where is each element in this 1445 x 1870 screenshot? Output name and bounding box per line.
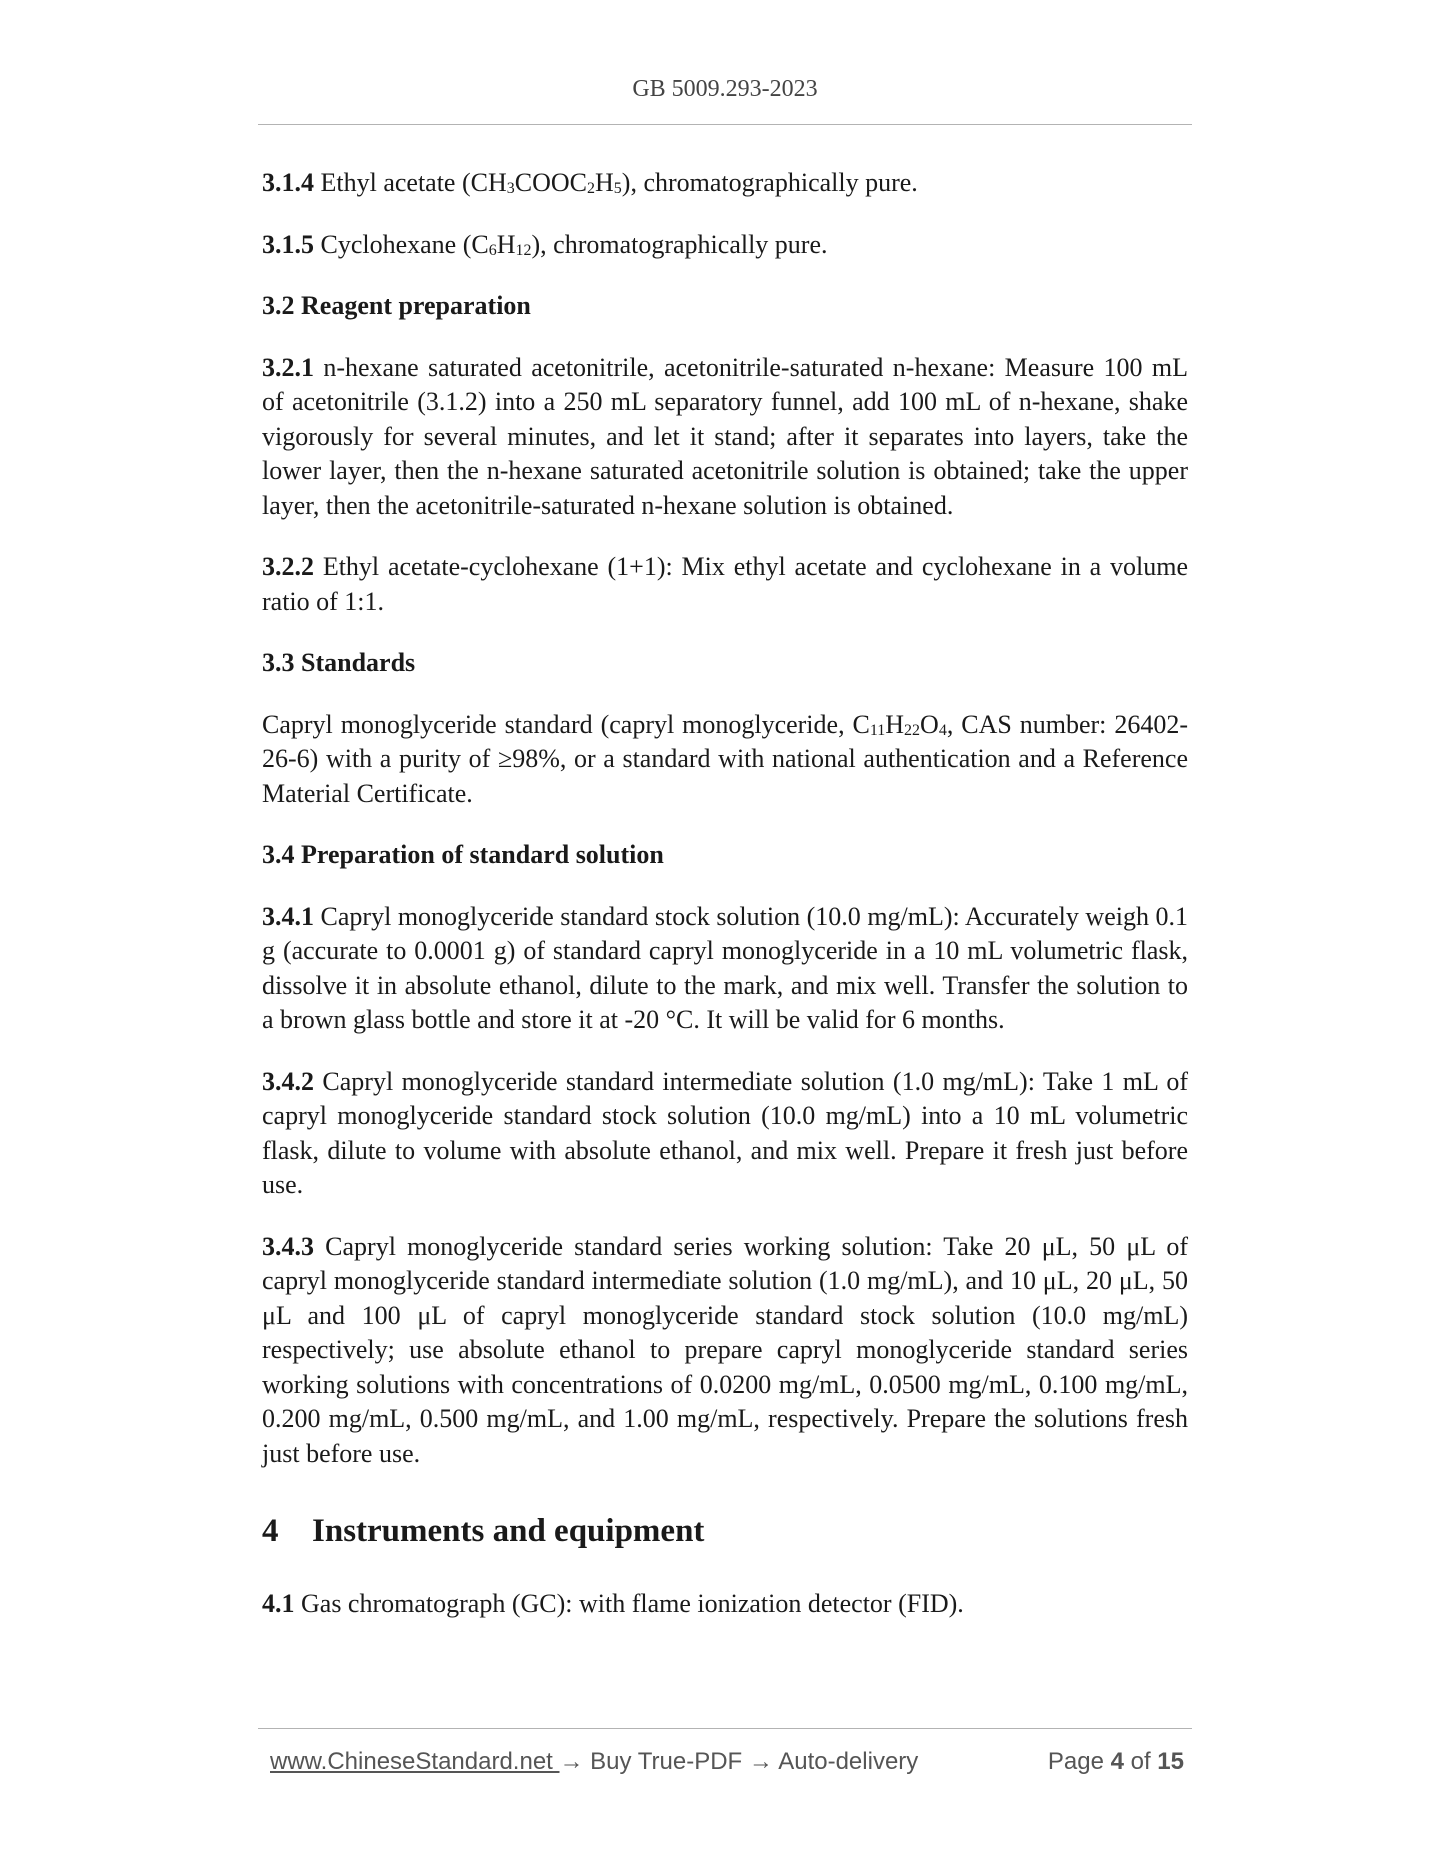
clause-text: Gas chromatograph (GC): with flame ionization detector (FID). (294, 1589, 964, 1618)
clause-text: Capryl monoglyceride standard (capryl monoglyceride, C (262, 709, 870, 739)
clause-text: Ethyl acetate-cyclohexane (1+1): Mix ethyl acetate and cyclohexane in a volume ratio of 1:1. (262, 552, 1188, 616)
clause-number: 3.4.2 (262, 1066, 314, 1096)
heading-number: 4 (262, 1513, 279, 1549)
subscript: 12 (515, 241, 532, 259)
clause-3-1-5 (262, 228, 1188, 263)
clause-text: H (496, 229, 516, 259)
footer-divider (258, 1728, 1192, 1729)
clause-number: 3.4.1 (262, 901, 314, 931)
clause-text: Ethyl acetate (CH (314, 168, 507, 197)
arrow-right-icon: → (748, 1748, 773, 1775)
clause-3-4-1 (262, 900, 1188, 1038)
website-link[interactable]: www.ChineseStandard.net (270, 1748, 560, 1775)
page-header: GB 5009.293-2023 (632, 76, 818, 102)
page-number: 4 (1110, 1748, 1124, 1775)
heading-title: Instruments and equipment (312, 1513, 705, 1549)
clause-text: n-hexane saturated acetonitrile, acetonitrile-saturated n-hexane: Measure 100 mL of acetonitrile (3.1.2) into a 250 mL separatory funnel, add 100 mL of n-hexane, shake vigorously for several minutes, and let it stand; after it separates into layers, take the lower layer, then the n-hexane saturated acetonitrile solution is obtained; take the upper layer, then the acetonitrile-saturated n-hexane solution is obtained. (262, 352, 1188, 520)
subscript: 5 (613, 180, 622, 197)
clause-text: ), chromatographically pure. (621, 168, 918, 197)
header-divider (258, 124, 1192, 125)
clause-number: 3.4.3 (262, 1231, 314, 1261)
subscript: 3 (506, 180, 515, 197)
subscript: 22 (904, 721, 921, 739)
clause-text: H (885, 709, 905, 739)
clause-number: 4.1 (262, 1589, 295, 1618)
clause-text: Capryl monoglyceride standard intermediate solution (1.0 mg/mL): Take 1 mL of capryl monoglyceride standard stock solution (10.0 mg/mL) into a 10 mL volumetric flask, dilute to volume with absolute ethanol, and mix well. Prepare it fresh just before use. (262, 1066, 1188, 1199)
clause-number: 3.1.4 (262, 168, 314, 197)
clause-number: 3.2.1 (262, 352, 314, 382)
buy-text: Buy True-PDF (583, 1748, 749, 1775)
clause-number: 3.2.2 (262, 552, 314, 581)
footer-promo (270, 1748, 918, 1776)
clause-text: ), chromatographically pure. (531, 229, 828, 259)
subscript: 4 (938, 721, 947, 739)
clause-text: Capryl monoglyceride standard series working solution: Take 20 μL, 50 μL of capryl monoglyceride standard intermediate solution (1.0 mg/mL), and 10 μL, 20 μL, 50 μL and 100 μL of capryl monoglyceride standard stock solution (10.0 mg/mL) respectively; use absolute ethanol to prepare capryl monoglyceride standard series working solutions with concentrations of 0.0200 mg/mL, 0.0500 mg/mL, 0.100 mg/mL, 0.200 mg/mL, 0.500 mg/mL, and 1.00 mg/mL, respectively. Prepare the solutions fresh just before use. (262, 1231, 1188, 1468)
heading-3-2: 3.2 Reagent preparation (262, 291, 531, 320)
clause-4-1 (262, 1587, 1188, 1622)
clause-text: O (920, 709, 939, 739)
clause-3-1-4 (262, 166, 1188, 201)
document-body (262, 166, 1188, 1622)
heading-3-3: 3.3 Standards (262, 648, 416, 677)
clause-text: Cyclohexane (C (314, 229, 489, 259)
subscript: 11 (869, 721, 886, 739)
clause-3-2-2 (262, 550, 1188, 619)
subscript: 6 (488, 241, 497, 259)
clause-3-2-1 (262, 351, 1188, 524)
heading-4 (262, 1511, 1188, 1551)
clause-3-3-body (262, 708, 1188, 812)
heading-3-4: 3.4 Preparation of standard solution (262, 840, 664, 869)
page-total: 15 (1157, 1748, 1184, 1775)
clause-number: 3.1.5 (262, 229, 314, 259)
arrow-right-icon: → (559, 1748, 584, 1775)
clause-3-4-3 (262, 1230, 1188, 1472)
clause-3-4-2 (262, 1065, 1188, 1203)
of-label: of (1123, 1748, 1158, 1775)
page-indicator (1048, 1748, 1184, 1776)
delivery-text: Auto-delivery (772, 1748, 919, 1775)
page-footer (270, 1748, 1184, 1782)
page-label: Page (1047, 1748, 1111, 1775)
clause-text: Capryl monoglyceride standard stock solution (10.0 mg/mL): Accurately weigh 0.1 g (accurate to 0.0001 g) of standard capryl monoglyceride in a 10 mL volumetric flask, dissolve it in absolute ethanol, dilute to the mark, and mix well. Transfer the solution to a brown glass bottle and store it at -20 °C. It will be valid for 6 months. (262, 901, 1188, 1034)
clause-text: H (595, 168, 614, 197)
clause-text: COOC (514, 168, 588, 197)
subscript: 2 (587, 180, 596, 197)
clause-text: , CAS number: 26402-26-6) with a purity of ≥98%, or a standard with national authentication and a Reference Material Certificate. (262, 709, 1188, 808)
